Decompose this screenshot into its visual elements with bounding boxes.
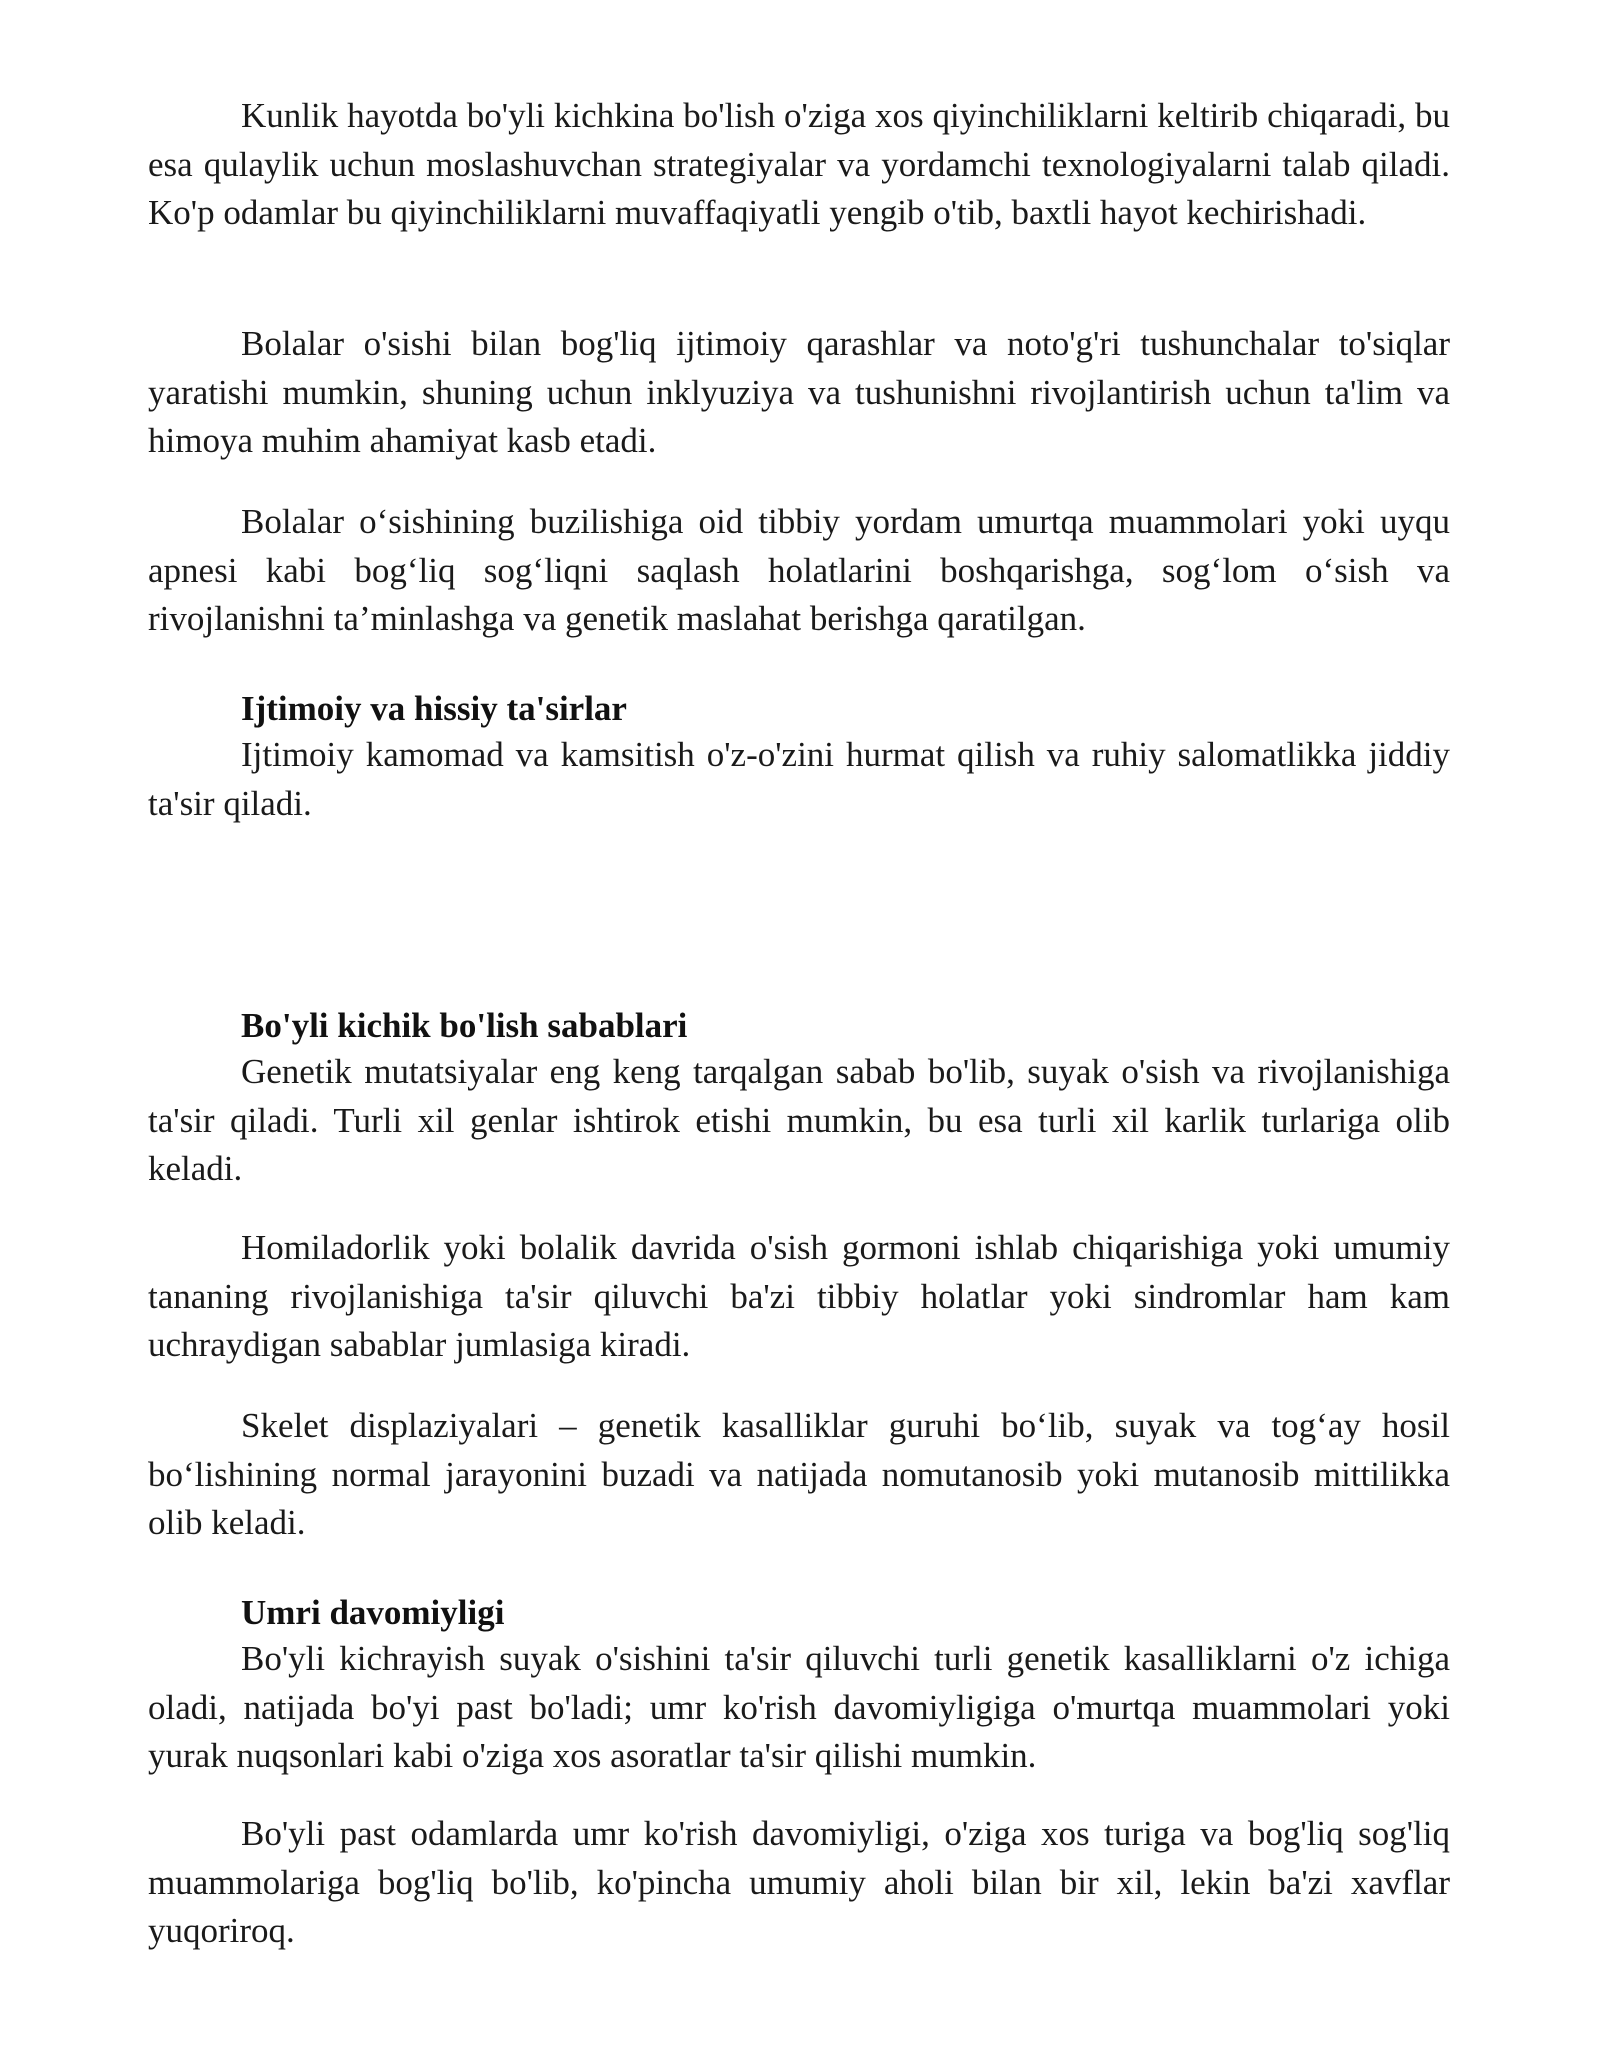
section-social-emotional <box>148 687 1450 828</box>
paragraph-lifespan-factors: Bo'yli kichrayish suyak o'sishini ta'sir qiluvchi turli genetik kasalliklarni o'z ichiga oladi, natijada bo'yi past bo'ladi; umr ko'rish davomiyligiga o'murtqa muammolari yoki yurak nuqsonlari kabi o'ziga xos asoratlar ta'sir qilishi mumkin. <box>148 1639 1450 1775</box>
paragraph-lifespan-comparison: Bo'yli past odamlarda umr ko'rish davomiyligi, o'ziga xos turiga va bog'liq sog'liq muammolariga bog'liq bo'lib, ko'pincha umumiy aholi bilan bir xil, lekin ba'zi xavflar yuqoriroq. <box>148 1814 1450 1950</box>
paragraph-social-views: Bolalar o'sishi bilan bog'liq ijtimoiy qarashlar va noto'g'ri tushunchalar to'siqlar yaratishi mumkin, shuning uchun inklyuziya va tushunishni rivojlantirish uchun ta'lim va himoya muhim ahamiyat kasb etadi. <box>148 324 1450 460</box>
causes-block-3 <box>148 1402 1450 1548</box>
medical-care-block <box>148 498 1450 644</box>
section-lifespan <box>148 1591 1450 1781</box>
section-heading-lifespan: Umri davomiyligi <box>241 1593 505 1632</box>
section-heading-causes: Bo'yli kichik bo'lish sabablari <box>241 1006 688 1045</box>
causes-block-2 <box>148 1224 1450 1370</box>
paragraph-medical-care: Bolalar o‘sishining buzilishiga oid tibbiy yordam umurtqa muammolari yoki uyqu apnesi kabi bog‘liq sog‘liqni saqlash holatlarini boshqarishga, sog‘lom o‘sish va rivojlanishni ta’minlashga va genetik maslahat berishga qaratilgan. <box>148 502 1450 638</box>
paragraph-medical-conditions: Homiladorlik yoki bolalik davrida o'sish gormoni ishlab chiqarishiga yoki umumiy tananing rivojlanishiga ta'sir qiluvchi ba'zi tibbiy holatlar yoki sindromlar ham kam uchraydigan sabablar jumlasiga kiradi. <box>148 1228 1450 1364</box>
social-views-block <box>148 320 1450 466</box>
paragraph-skeletal-dysplasia: Skelet displaziyalari – genetik kasalliklar guruhi bo‘lib, suyak va tog‘ay hosil bo‘lishining normal jarayonini buzadi va natijada nomutanosib yoki mutanosib mittilikka olib keladi. <box>148 1406 1450 1542</box>
paragraph-daily-life: Kunlik hayotda bo'yli kichkina bo'lish o'ziga xos qiyinchiliklarni keltirib chiqaradi, bu esa qulaylik uchun moslashuvchan strategiyalar va yordamchi texnologiyalarni talab qiladi. Ko'p odamlar bu qiyinchiliklarni muvaffaqiyatli yengib o'tib, baxtli hayot kechirishadi. <box>148 96 1450 232</box>
section-heading-social: Ijtimoiy va hissiy ta'sirlar <box>241 689 627 728</box>
intro-block <box>148 92 1450 238</box>
section-causes <box>148 1004 1450 1194</box>
paragraph-genetic-mutations: Genetik mutatsiyalar eng keng tarqalgan sabab bo'lib, suyak o'sish va rivojlanishiga ta'sir qiladi. Turli xil genlar ishtirok etishi mumkin, bu esa turli xil karlik turlariga olib keladi. <box>148 1052 1450 1188</box>
lifespan-block-2 <box>148 1810 1450 1956</box>
paragraph-social-impact: Ijtimoiy kamomad va kamsitish o'z-o'zini hurmat qilish va ruhiy salomatlikka jiddiy ta'sir qiladi. <box>148 735 1450 823</box>
